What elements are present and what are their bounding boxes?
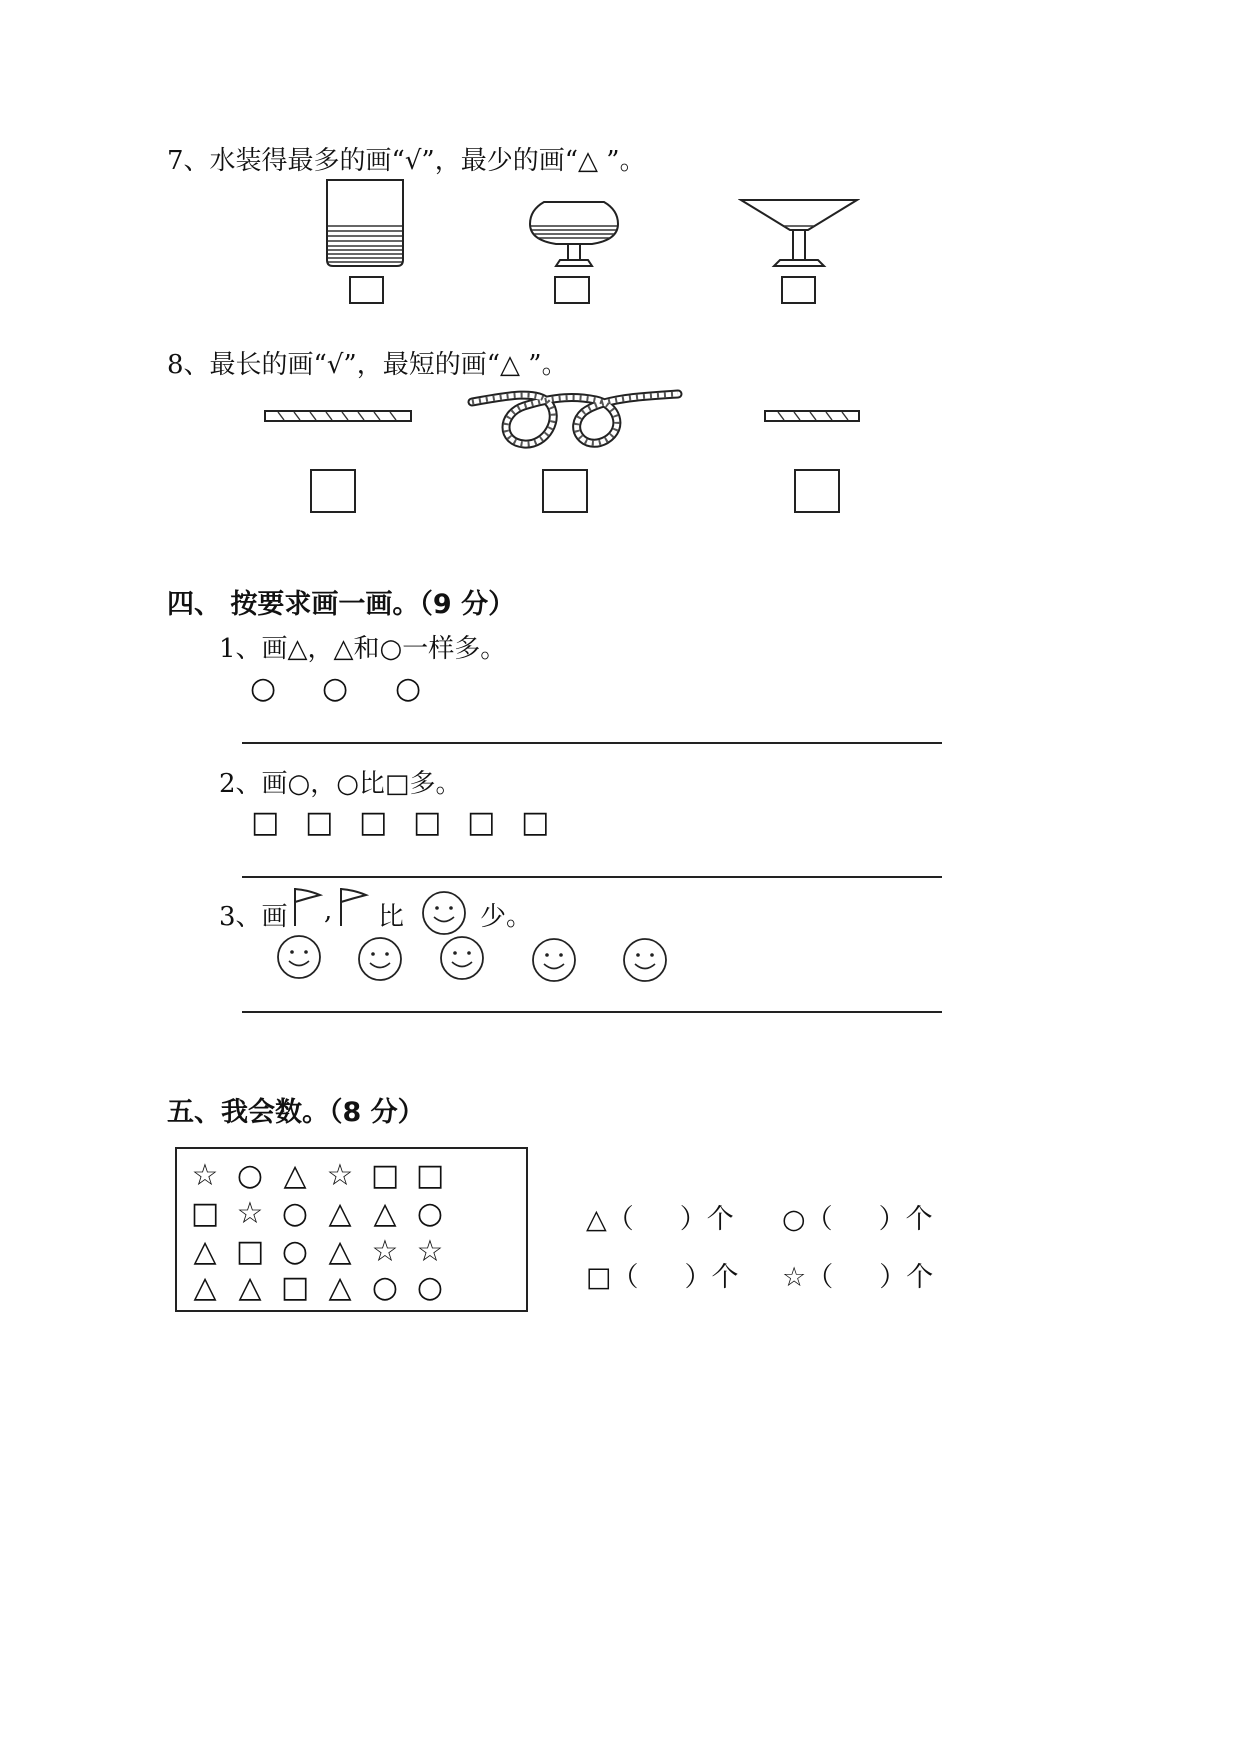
smiley-face-icon xyxy=(531,937,577,983)
q7-answer-box-1[interactable] xyxy=(349,276,384,304)
circle-symbol: ○ xyxy=(782,1204,806,1235)
square-symbol: □ xyxy=(586,1262,612,1293)
circle-shape: ○ xyxy=(250,671,277,706)
looped-rope-icon xyxy=(466,380,684,452)
answer-open-paren: （ xyxy=(611,1262,639,1293)
q7-check-mark: √ xyxy=(404,146,422,176)
striped-cup-icon xyxy=(322,178,408,270)
q7-answer-box-3[interactable] xyxy=(781,276,816,304)
square-shape: □ xyxy=(359,805,388,840)
grid-shape: ☆ xyxy=(371,1234,399,1269)
straight-rope-short-icon xyxy=(764,408,860,424)
s4-item2-answer-line[interactable] xyxy=(242,876,942,878)
q7-triangle-mark: △ xyxy=(578,146,599,176)
round-bowl-glass-icon xyxy=(526,196,622,270)
answer-open-paren: （ xyxy=(805,1204,833,1235)
q7-mid: ”，最少的画“ xyxy=(421,146,579,176)
section-5-title: 五、我会数。（8 分） xyxy=(167,1097,425,1128)
count-answer-star xyxy=(782,1255,933,1294)
straight-rope-long-icon xyxy=(264,408,412,424)
q8-answer-box-1[interactable] xyxy=(310,469,356,513)
smiley-face-icon xyxy=(421,890,467,936)
grid-shape: △ xyxy=(373,1196,397,1231)
grid-shape: ○ xyxy=(281,1234,309,1269)
grid-shape: ☆ xyxy=(191,1158,219,1193)
q7-answer-box-2[interactable] xyxy=(554,276,590,304)
square-shape: □ xyxy=(467,805,496,840)
answer-open-paren: （ xyxy=(606,1204,634,1235)
answer-open-paren: （ xyxy=(806,1262,834,1293)
answer-close-paren: ） xyxy=(879,1262,907,1293)
answer-unit: 个 xyxy=(905,1204,933,1235)
grid-shape: △ xyxy=(193,1234,217,1269)
smiley-face-icon xyxy=(357,936,403,982)
triangle-symbol: △ xyxy=(586,1204,607,1235)
count-answer-triangle xyxy=(586,1197,734,1236)
grid-shape: □ xyxy=(235,1234,265,1269)
grid-shape: ☆ xyxy=(416,1234,444,1269)
answer-close-paren: ） xyxy=(878,1204,906,1235)
grid-shape: ○ xyxy=(416,1196,444,1231)
grid-shape: △ xyxy=(328,1196,352,1231)
q8-answer-box-3[interactable] xyxy=(794,469,840,513)
grid-shape: △ xyxy=(283,1158,307,1193)
s4-item3-prefix: 3、画 xyxy=(219,902,288,932)
square-shape: □ xyxy=(413,805,442,840)
q8-mid: ”，最短的画“ xyxy=(343,350,501,380)
grid-shape: △ xyxy=(328,1234,352,1269)
cocktail-glass-icon xyxy=(738,196,860,270)
grid-shape: ☆ xyxy=(326,1158,354,1193)
answer-unit: 个 xyxy=(906,1262,934,1293)
square-shape: □ xyxy=(521,805,550,840)
grid-shape: ☆ xyxy=(236,1196,264,1231)
count-answer-square xyxy=(586,1255,739,1294)
shape-count-grid xyxy=(175,1147,528,1312)
section-4-title: 四、 按要求画一画。（9 分） xyxy=(167,589,516,620)
s4-item1-answer-line[interactable] xyxy=(242,742,942,744)
grid-shape: □ xyxy=(415,1158,445,1193)
s4-item2-text: 2、画○，○比□多。 xyxy=(219,769,462,799)
grid-shape: △ xyxy=(193,1270,217,1305)
q7-prefix: 7、水装得最多的画“ xyxy=(167,146,405,176)
q8-triangle-mark: △ xyxy=(500,350,521,380)
grid-shape: ○ xyxy=(236,1158,264,1193)
answer-unit: 个 xyxy=(706,1204,734,1235)
grid-shape: ○ xyxy=(371,1270,399,1305)
answer-close-paren: ） xyxy=(679,1204,707,1235)
q7-suffix: ”。 xyxy=(606,146,646,176)
grid-shape: ○ xyxy=(416,1270,444,1305)
s4-item3-comma: , xyxy=(324,896,333,926)
grid-shape: ○ xyxy=(281,1196,309,1231)
grid-shape: △ xyxy=(238,1270,262,1305)
count-answer-circle xyxy=(782,1197,933,1236)
s4-item3-suffix: 少。 xyxy=(480,902,533,932)
q7-text xyxy=(167,140,646,177)
grid-shape: □ xyxy=(370,1158,400,1193)
q8-suffix: ”。 xyxy=(528,350,568,380)
star-symbol: ☆ xyxy=(782,1262,807,1293)
grid-shape: □ xyxy=(280,1270,310,1305)
answer-unit: 个 xyxy=(711,1262,739,1293)
square-shape: □ xyxy=(251,805,280,840)
grid-shape: △ xyxy=(328,1270,352,1305)
s4-item3-answer-line[interactable] xyxy=(242,1011,942,1013)
circle-shape: ○ xyxy=(322,671,349,706)
s4-item3-bi: 比 xyxy=(378,902,405,932)
q8-answer-box-2[interactable] xyxy=(542,469,588,513)
smiley-face-icon xyxy=(622,937,668,983)
grid-shape: □ xyxy=(190,1196,220,1231)
answer-close-paren: ） xyxy=(684,1262,712,1293)
flag-icon xyxy=(292,886,324,928)
square-shape: □ xyxy=(305,805,334,840)
q8-check-mark: √ xyxy=(326,350,344,380)
smiley-face-icon xyxy=(276,934,322,980)
smiley-face-icon xyxy=(439,935,485,981)
q8-prefix: 8、最长的画“ xyxy=(167,350,327,380)
circle-shape: ○ xyxy=(395,671,422,706)
q8-text xyxy=(167,344,568,381)
flag-icon xyxy=(338,886,370,928)
s4-item1-text: 1、画△，△和○一样多。 xyxy=(219,634,507,664)
